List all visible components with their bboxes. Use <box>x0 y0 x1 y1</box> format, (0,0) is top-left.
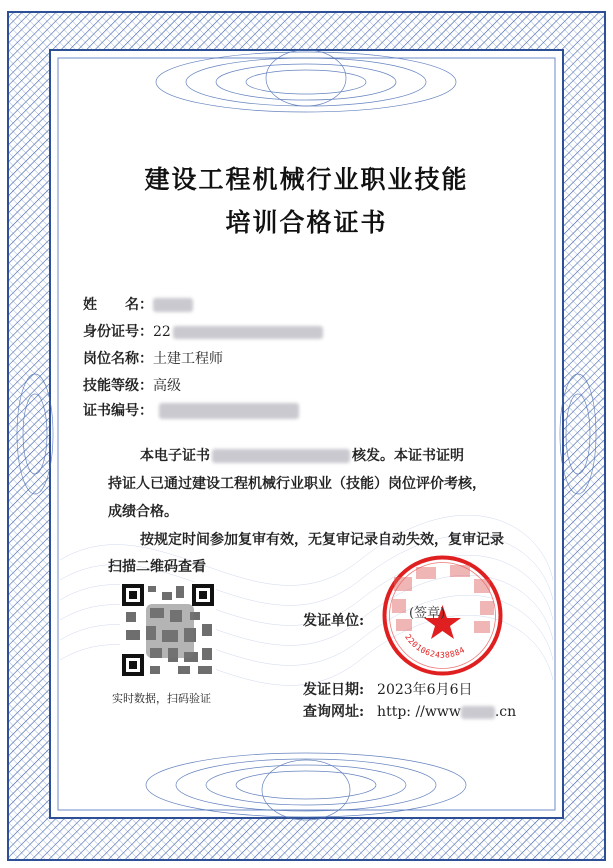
query-url-prefix: http: //www <box>377 704 461 720</box>
redacted-certificate-number <box>159 403 299 419</box>
field-skill-level-label: 技能等级： <box>83 378 153 394</box>
field-certificate-number <box>83 400 299 420</box>
field-id-number <box>83 321 323 341</box>
field-id-number-value: 22 <box>153 324 171 340</box>
body-paragraph-4: 按规定时间参加复审有效，无复审记录自动失效，复审记录 <box>140 532 504 548</box>
field-certificate-number-label: 证书编号： <box>83 403 153 419</box>
seal-number: 2201062438884 <box>403 632 467 660</box>
field-name <box>83 294 193 314</box>
qr-code[interactable] <box>120 582 216 678</box>
issue-date-row <box>303 679 473 699</box>
body-paragraph-3: 成绩合格。 <box>108 504 178 520</box>
body-p1-start: 本电子证书 <box>140 448 210 464</box>
field-position-label: 岗位名称： <box>83 351 153 367</box>
redacted-id-number <box>173 326 323 339</box>
field-skill-level-value: 高级 <box>153 378 181 394</box>
qr-caption: 实时数据，扫码验证 <box>112 692 211 705</box>
issuer-label: 发证单位: <box>303 613 365 629</box>
query-url-label: 查询网址: <box>303 704 365 720</box>
stamp-label: (签章) <box>409 606 446 621</box>
certificate-title-line2: 培训合格证书 <box>225 208 388 237</box>
redacted-domain <box>461 706 495 719</box>
query-url-row[interactable] <box>303 701 516 721</box>
redacted-issuer-name <box>212 449 350 463</box>
issue-date-value: 2023年6月6日 <box>377 682 473 698</box>
body-p1-end: 核发。本证书证明 <box>352 448 464 464</box>
body-paragraph-1 <box>140 445 464 465</box>
field-position <box>83 348 223 368</box>
field-id-number-label: 身份证号： <box>83 324 153 340</box>
body-paragraph-5: 扫描二维码查看 <box>108 559 206 575</box>
field-skill-level <box>83 375 181 395</box>
field-name-label: 姓 名： <box>83 297 153 313</box>
field-position-value: 土建工程师 <box>153 351 223 367</box>
issue-date-label: 发证日期: <box>303 682 365 698</box>
body-paragraph-2: 持证人已通过建设工程机械行业职业（技能）岗位评价考核， <box>108 476 486 492</box>
certificate-title-line1: 建设工程机械行业职业技能 <box>144 165 469 194</box>
svg-text:2201062438884 <box>403 633 466 660</box>
query-url-suffix: .cn <box>494 704 517 720</box>
redacted-name <box>153 298 193 312</box>
